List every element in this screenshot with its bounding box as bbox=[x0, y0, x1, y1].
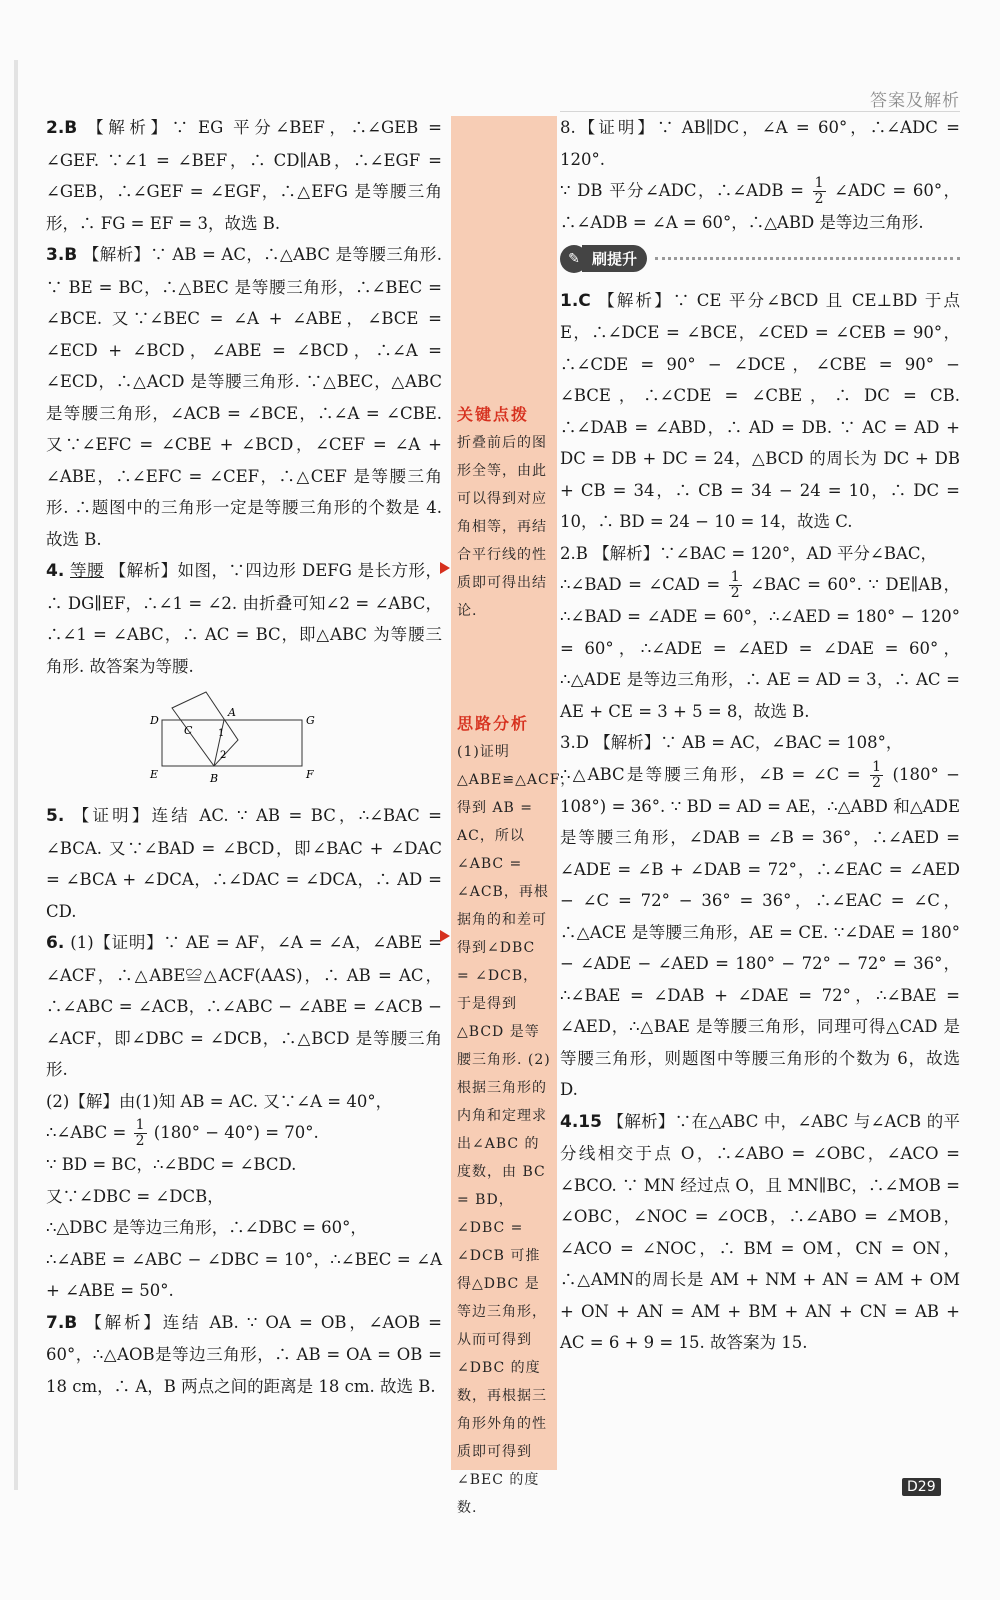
answer-6-line-4: 又∵∠DBC = ∠DCB， bbox=[46, 1186, 224, 1206]
sidebar-spacer bbox=[457, 116, 551, 396]
sidebar-analysis-text: (1)证明△ABE≌△ACF，得到 AB = AC，所以∠ABC = ∠ACB，再根据角的和差可得到∠DBC = ∠DCB，于是得到△BCD 是等腰三角形. (2)根据三角形的内角和定理求出∠ABC 的度数，由 BC = BD，∠DBC = ∠DCB 可推得△DBC 是等边三角形，从而可得到∠DBC 的度数，再根据三角形外角的性质即可得到∠BEC 的度数. bbox=[457, 744, 576, 1516]
improve-answer-1-number: 1.C bbox=[560, 290, 591, 311]
answer-2-number: 2.B bbox=[46, 118, 78, 138]
improve-answer-2-line-2-a: ∴∠BAD = ∠CAD = bbox=[560, 575, 721, 594]
improve-answer-3-line-1: 3.D 【解析】∵ AB = AC，∠BAC = 108°， bbox=[560, 733, 903, 752]
sidebar-analysis-title: 思路分析 bbox=[457, 714, 530, 733]
improve-answer-3-fraction bbox=[870, 760, 883, 791]
answer-6-line-3: ∵ BD = BC，∴∠BDC = ∠BCD. bbox=[46, 1155, 297, 1174]
improve-answer-2-line-2-b: ∠BAC = 60°. ∵ DE∥AB，∴∠BAD = ∠ADE = 60°，∴∠AED = 180° − 120° = 60°，∴∠ADE = ∠AED = ∠DAE = 60°，∴△ADE 是等边三角形，∴ AE = AD = 3，∴ AC = AE + CE = 3 + 5 = 8，故选 B. bbox=[560, 575, 961, 721]
answer-7-text: 【解析】连结 AB. ∵ OA = OB，∠AOB = 60°，∴△AOB是等边三角形，∴ AB = OA = OB = 18 cm，∴ A，B 两点之间的距离是 18 cm. 故选 B. bbox=[46, 1312, 442, 1396]
answer-6-line-6: ∴∠ABE = ∠ABC − ∠DBC = 10°，∴∠BEC = ∠A + ∠ABE = 50°. bbox=[46, 1249, 442, 1300]
figure-label-e: E bbox=[150, 768, 159, 781]
improve-answer-2 bbox=[560, 538, 960, 728]
page-number: D29 bbox=[902, 1478, 941, 1496]
answer-6-line-1: (2)【解】由(1)知 AB = AC. 又∵∠A = 40°， bbox=[46, 1091, 393, 1111]
answer-7 bbox=[46, 1307, 442, 1403]
improve-answer-2-line-1: 2.B 【解析】∵∠BAC = 120°，AD 平分∠BAC， bbox=[560, 543, 938, 563]
page-header: 答案及解析 bbox=[870, 91, 960, 111]
answer-6-line-2-a: ∴∠ABC = bbox=[46, 1123, 127, 1142]
answer-6-frac-den: 2 bbox=[135, 1133, 145, 1149]
figure-label-1: 1 bbox=[218, 728, 225, 739]
answer-4-number: 4. bbox=[46, 561, 65, 581]
answer-6-line-5: ∴△DBC 是等边三角形，∴∠DBC = 60°， bbox=[46, 1218, 367, 1237]
answer-6-fraction bbox=[134, 1118, 147, 1149]
answer-8 bbox=[560, 112, 960, 239]
answer-5-number: 5. bbox=[46, 806, 65, 826]
improve-answer-2-fraction bbox=[729, 570, 742, 601]
improve-answer-1-text: 【解析】∵ CE 平分∠BCD 且 CE⊥BD 于点 E，∴∠DCE = ∠BCE，∠CED = ∠CEB = 90°，∴∠CDE = 90° − ∠DCE，∠CBE = 90° − ∠BCE，∴∠CDE = ∠CBE，∴ DC = CB. ∴∠DAB = ∠ABD，∴ AD = DB. ∵ AC = AD + DC = DB + DC = 24，△BCD 的周长为 DC + DB + CB = 34，∴ CB = 34 − 24 = 10，∴ DC = 10，∴ BD = 24 − 10 = 14，故选 C. bbox=[560, 290, 960, 531]
section-label: 刷提升 bbox=[582, 245, 647, 272]
improve-answer-4-text: 【解析】∵在△ABC 中，∠ABC 与∠ACB 的平分线相交于点 O，∴∠ABO = ∠OBC，∠ACO = ∠BCO. ∵ MN 经过点 O，且 MN∥BC，∴∠MOB = ∠OBC，∠NOC = ∠OCB，∴∠ABO = ∠MOB，∠ACO = ∠NOC，∴ BM = OM，CN = ON，∴△AMN的周长是 AM + NM + AN = AM + OM + ON + AN = AM + BM + AN + CN = AB + AC = 6 + 9 = 15. 故答案为 15. bbox=[560, 1111, 961, 1352]
figure-label-f: F bbox=[306, 768, 314, 781]
sidebar-spacer-2 bbox=[457, 625, 551, 705]
folding-rectangle-figure bbox=[146, 690, 326, 790]
improve-answer-4 bbox=[560, 1106, 960, 1359]
improve-answer-4-number: 4.15 bbox=[560, 1111, 602, 1132]
answer-6-line-2 bbox=[46, 1117, 442, 1149]
answer-8-line-2-a: ∵ DB 平分∠ADC，∴∠ADB = bbox=[560, 181, 804, 200]
sidebar-key-tip-title: 关键点拨 bbox=[457, 405, 530, 424]
figure-rectangle bbox=[162, 720, 302, 766]
answer-6-part1-text: (1)【证明】∵ AE = AF，∠A = ∠A，∠ABE = ∠ACF，∴△ABE≌△ACF(AAS)，∴ AB = AC，∴∠ABC = ∠ACB，∴∠ABC − ∠ABE = ∠ACB − ∠ACF，即∠DBC = ∠DCB，∴△BCD 是等腰三角形. bbox=[46, 933, 442, 1079]
improve-answer-3 bbox=[560, 727, 960, 1106]
improve-answer-3-frac-den: 2 bbox=[872, 774, 882, 791]
answer-3-number: 3.B bbox=[46, 245, 78, 265]
answer-6-line-2-b: (180° − 40°) = 70°. bbox=[153, 1123, 319, 1142]
sidebar-key-tip-text: 折叠前后的图形全等，由此可以得到对应角相等，再结合平行线的性质即可得出结论. bbox=[457, 435, 547, 619]
figure-label-g: G bbox=[306, 714, 315, 727]
figure-folded-part bbox=[172, 692, 238, 766]
answer-2 bbox=[46, 112, 442, 239]
improve-answer-2-frac-den: 2 bbox=[730, 585, 740, 601]
answer-8-fraction bbox=[813, 176, 826, 207]
figure-label-a: A bbox=[228, 706, 236, 719]
answer-2-text: 【解析】∵ EG 平分∠BEF，∴∠GEB = ∠GEF. ∵∠1 = ∠BEF，∴ CD∥AB，∴∠EGF = ∠GEB，∴∠GEF = ∠EGF，∴△EFG 是等腰三角形，∴ FG = EF = 3，故选 B. bbox=[46, 118, 443, 233]
figure-label-2: 2 bbox=[220, 750, 227, 761]
answer-8-line-1: 8.【证明】∵ AB∥DC，∠A = 60°，∴∠ADC = 120°. bbox=[560, 118, 960, 169]
answer-6-frac-num: 1 bbox=[135, 1117, 145, 1133]
figure-label-d: D bbox=[150, 714, 159, 727]
answer-6-number: 6. bbox=[46, 933, 65, 953]
answer-5-text: 【证明】连结 AC. ∵ AB = BC，∴∠BAC = ∠BCA. 又∵∠BAD = ∠BCD，即∠BAC + ∠DAC = ∠BCA + ∠DCA，∴∠DAC = ∠DCA，∴ AD = CD. bbox=[46, 806, 442, 921]
improve-answer-1 bbox=[560, 285, 960, 538]
page-spine bbox=[14, 60, 18, 1490]
pointer-arrow-icon bbox=[440, 562, 450, 574]
answer-4-answer: 等腰 bbox=[70, 561, 104, 580]
answer-8-frac-num: 1 bbox=[814, 175, 824, 191]
answer-8-frac-den: 2 bbox=[814, 191, 824, 207]
section-dotted-rule bbox=[655, 257, 960, 260]
improve-answer-3-line-2-b: (180° − 108°) = 36°. ∵ BD = AD = AE，∴△ABD 和△ADE 是等腰三角形，∠DAB = ∠B = 36°，∴∠AED = ∠ADE = ∠B + ∠DAB = 72°，∴∠EAC = ∠AED − ∠C = 72° − 36° = 36°，∴∠EAC = ∠C，∴△ACE 是等腰三角形，AE = CE. ∵∠DAE = 180° − ∠ADE − ∠AED = 180° − 72° − 72° = 36°，∴∠BAE = ∠DAB + ∠DAE = 72°，∴∠BAE = ∠AED，∴△BAE 是等腰三角形，同理可得△CAD 是等腰三角形，则题图中等腰三角形的个数为 6，故选 D. bbox=[560, 764, 961, 1099]
answer-6-part2 bbox=[46, 1086, 442, 1307]
section-badge bbox=[560, 245, 960, 273]
answer-3 bbox=[46, 239, 442, 555]
left-column bbox=[46, 112, 442, 1402]
figure-label-c: C bbox=[184, 724, 193, 737]
figure-label-b: B bbox=[210, 772, 219, 785]
answer-4 bbox=[46, 555, 442, 682]
answer-4-text: 【解析】如图，∵四边形 DEFG 是长方形，∴ DG∥EF，∴∠1 = ∠2. 由折叠可知∠2 = ∠ABC，∴∠1 = ∠ABC，∴ AC = BC，即△ABC 为等腰三角形. 故答案为等腰. bbox=[46, 561, 442, 676]
answer-3-text: 【解析】∵ AB = AC，∴△ABC 是等腰三角形. ∵ BE = BC，∴△BEC 是等腰三角形，∴∠BEC = ∠BCE. 又∵∠BEC = ∠A + ∠ABE，∠BCE = ∠ECD + ∠BCD，∠ABE = ∠BCD，∴∠A = ∠ECD，∴△ACD 是等腰三角形. ∵△BEC，△ABC 是等腰三角形，∠ACB = ∠BCE，∴∠A = ∠CBE. 又∵∠EFC = ∠CBE + ∠BCD，∠CEF = ∠A + ∠ABE，∴∠EFC = ∠CEF，∴△CEF 是等腰三角形. ∴题图中的三角形一定是等腰三角形的个数是 4. 故选 B. bbox=[46, 245, 443, 549]
improve-answer-3-line-2-a: ∴△ABC是等腰三角形，∠B = ∠C = bbox=[560, 764, 861, 784]
improve-answer-2-frac-num: 1 bbox=[730, 569, 740, 585]
right-column bbox=[560, 112, 960, 1359]
answer-6 bbox=[46, 927, 442, 1086]
answer-5 bbox=[46, 800, 442, 927]
brush-icon: ✎ bbox=[560, 245, 588, 273]
improve-answer-3-frac-num: 1 bbox=[872, 758, 882, 775]
answer-7-number: 7.B bbox=[46, 1312, 78, 1333]
pointer-arrow-icon-2 bbox=[440, 930, 450, 942]
answer-8-line-2-b: ∠ADC = 60°，∴∠ADB = ∠A = 60°，∴△ABD 是等边三角形. bbox=[560, 181, 961, 232]
